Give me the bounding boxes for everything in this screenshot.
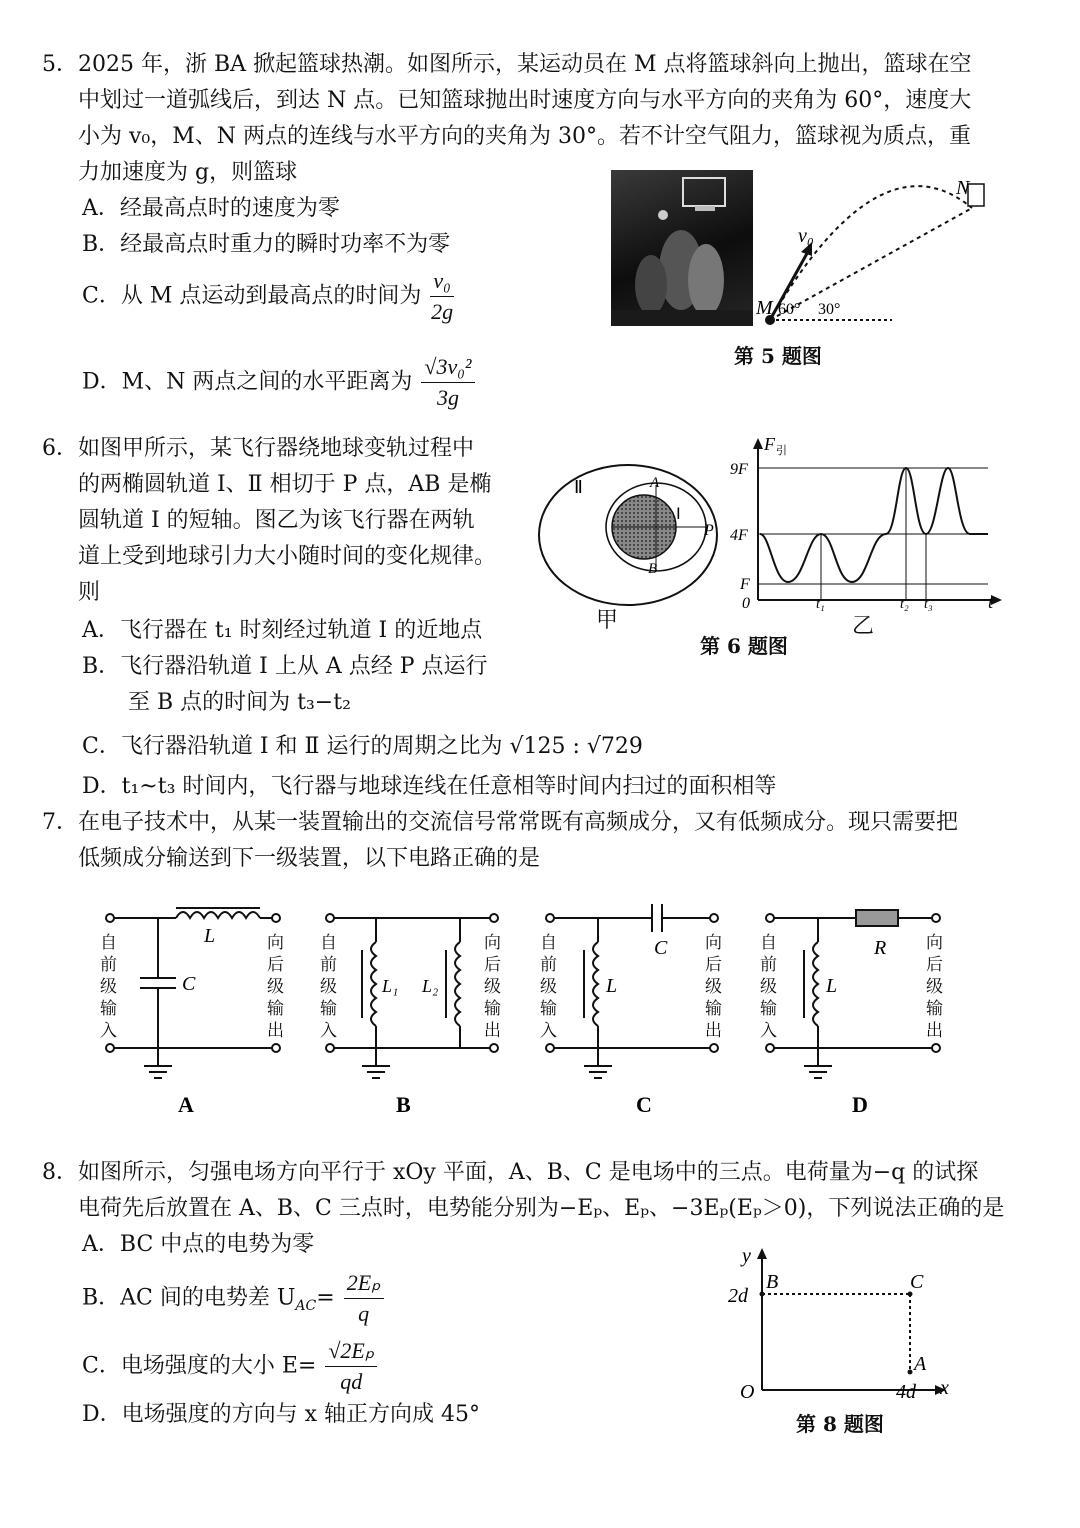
q5-angle-60: 60°: [778, 301, 801, 318]
q5-trajectory-arc: [770, 186, 972, 320]
circuit-c-letter: C: [636, 1092, 652, 1117]
q6-force-time-graph: [726, 434, 1006, 612]
q6-label-ii: Ⅱ: [574, 477, 583, 497]
circuit-b: [326, 914, 498, 1078]
q5-line-1: 5．2025 年，浙 BA 掀起篮球热潮。如图所示，某运动员在 M 点将篮球斜向上抛出，篮球在空: [42, 52, 972, 77]
q5-line-3: 小为 v₀，M、N 两点的连线与水平方向的夹角为 30°。若不计空气阻力，篮球视为质点，重: [78, 124, 972, 149]
circuit-d-label-l: L: [826, 975, 838, 997]
q8-label-b: B: [766, 1271, 779, 1293]
q6-option-b-1: B．飞行器沿轨道 Ⅰ 上从 A 点经 P 点运行: [82, 654, 488, 679]
q6-figure-caption: 第 6 题图: [700, 634, 788, 658]
circuit-b-input-label: 自前级输入: [320, 933, 337, 1041]
q6-orbit-diagram: [536, 455, 726, 620]
q6-origin: 0: [742, 595, 750, 612]
circuit-c-input-label: 自前级输入: [540, 933, 557, 1041]
circuit-d-output-label: 向后级输出: [926, 933, 943, 1041]
q5-option-a: A．经最高点时的速度为零: [82, 196, 340, 221]
q8-c-numerator: √2Eₚ: [325, 1336, 377, 1367]
q5-c-denominator: 2g: [431, 299, 454, 324]
q8-point-b: [760, 1292, 765, 1297]
q6-label-a: A: [650, 475, 660, 491]
q6-line-5: 则: [78, 580, 101, 605]
q5-option-c-fraction: [430, 266, 453, 327]
q8-label-2d: 2d: [728, 1285, 748, 1307]
q8-y-arrow: [757, 1248, 767, 1259]
q8-label-x: x: [940, 1377, 949, 1399]
q6-option-d: D．t₁~t₃ 时间内，飞行器与地球连线在任意相等时间内扫过的面积相等: [82, 774, 777, 799]
q6-tick-t3: t₃: [924, 597, 933, 612]
q8-coordinate-figure: [724, 1240, 964, 1410]
q5-option-d: [82, 352, 477, 413]
circuit-c-label-c: C: [654, 937, 668, 959]
q6-tick-9f: 9F: [730, 461, 748, 478]
circuit-d-resistor: [856, 910, 898, 926]
q6-line-4: 道上受到地球引力大小随时间的变化规律。: [78, 544, 497, 569]
q8-label-c: C: [910, 1271, 924, 1293]
q6-tick-t1: t₁: [816, 597, 825, 612]
q8-option-b-fraction: [344, 1268, 384, 1329]
q6-label-i: Ⅰ: [676, 506, 681, 523]
q8-b-numerator: 2Eₚ: [344, 1268, 384, 1299]
q8-option-b-equals: =: [316, 1285, 335, 1311]
q5-c-numerator: v₀: [430, 266, 453, 297]
circuit-c-label-l: L: [606, 975, 618, 997]
circuit-a-input-label: 自前级输入: [100, 933, 117, 1041]
q8-option-c-fraction: [325, 1336, 377, 1397]
circuit-c-output-label: 向后级输出: [705, 933, 722, 1041]
q8-c-denominator: qd: [340, 1369, 363, 1394]
q7-line-1: 7．在电子技术中，从某一装置输出的交流信号常常既有高频成分，又有低频成分。现只需要把: [42, 810, 959, 835]
q6-f-sub: 引: [776, 445, 787, 457]
q5-basketball-photo: [611, 170, 753, 326]
circuit-a-inductor: [176, 912, 260, 918]
q5-option-c: [82, 266, 456, 327]
q8-option-d: D．电场强度的方向与 x 轴正方向成 45°: [82, 1402, 481, 1427]
q6-option-b-2: 至 B 点的时间为 t₃−t₂: [128, 690, 351, 715]
circuit-b-output-label: 向后级输出: [484, 933, 501, 1041]
q5-label-n: N: [956, 177, 970, 199]
q5-hoop: [968, 184, 984, 206]
q8-label-a: A: [914, 1353, 927, 1375]
q6-tick-f: F: [740, 576, 750, 593]
q6-line-3: 圆轨道 Ⅰ 的短轴。图乙为该飞行器在两轨: [78, 508, 475, 533]
q5-trajectory-diagram: [756, 172, 1000, 332]
circuit-b-label-l2: L₂: [422, 976, 439, 996]
q6-option-c: C．飞行器沿轨道 Ⅰ 和 Ⅱ 运行的周期之比为 √125 : √729: [82, 734, 643, 759]
q5-line-4: 力加速度为 g，则篮球: [78, 160, 298, 185]
q5-angle-30: 30°: [818, 301, 841, 318]
q8-option-b-subscript: AC: [295, 1297, 317, 1314]
q6-line-1: 6．如图甲所示，某飞行器绕地球变轨过程中: [42, 436, 474, 461]
q8-option-c-text: C．电场强度的大小 E=: [82, 1353, 317, 1379]
q8-label-y: y: [742, 1245, 751, 1267]
q5-line-2: 中划过一道弧线后，到达 N 点。已知篮球抛出时速度方向与水平方向的夹角为 60°，速度大: [78, 88, 972, 113]
circuit-a-label-l: L: [204, 925, 216, 947]
circuit-a-letter: A: [178, 1092, 194, 1117]
q6-force-curve: [760, 468, 988, 582]
q8-option-a: A．BC 中点的电势为零: [82, 1232, 315, 1257]
q5-option-c-text: C．从 M 点运动到最高点的时间为: [82, 283, 422, 309]
q6-option-a: A．飞行器在 t₁ 时刻经过轨道 Ⅰ 的近地点: [82, 618, 483, 643]
q5-figure-caption: 第 5 题图: [734, 344, 822, 368]
q5-option-d-text: D．M、N 两点之间的水平距离为: [82, 369, 413, 395]
q5-photo-silhouettes: [611, 170, 753, 326]
circuit-b-letter: B: [396, 1092, 411, 1117]
q8-figure-caption: 第 8 题图: [796, 1412, 884, 1436]
q8-option-b-text: B．AC 间的电势差 U: [82, 1285, 296, 1311]
q5-option-b: B．经最高点时重力的瞬时功率不为零: [82, 232, 451, 257]
q6-t-axis: t: [988, 592, 994, 612]
circuit-a-label-c: C: [182, 973, 196, 995]
q7-line-2: 低频成分输送到下一级装置，以下电路正确的是: [78, 846, 541, 871]
q8-label-4d: 4d: [896, 1381, 916, 1403]
q5-d-denominator: 3g: [436, 385, 459, 410]
q6-label-jia: 甲: [596, 608, 619, 633]
q6-f-label: F: [764, 434, 775, 454]
circuit-d-letter: D: [852, 1092, 868, 1117]
q8-option-c: [82, 1336, 379, 1397]
q8-label-o: O: [740, 1381, 755, 1403]
q8-line-1: 8．如图所示，匀强电场方向平行于 xOy 平面，A、B、C 是电场中的三点。电荷量为−q 的试探: [42, 1160, 979, 1185]
q6-tick-4f: 4F: [730, 527, 748, 544]
q5-label-m: M: [756, 297, 773, 319]
q8-point-a: [908, 1370, 913, 1375]
q6-label-b: B: [648, 561, 658, 577]
q6-tick-t2: t₂: [900, 597, 909, 612]
circuit-b-label-l1: L₁: [382, 976, 399, 996]
q5-label-v0: v₀: [798, 225, 814, 247]
q5-option-d-fraction: [421, 352, 474, 413]
q6-label-p: P: [704, 522, 714, 539]
circuit-d-label-r: R: [874, 937, 887, 959]
q8-line-2: 电荷先后放置在 A、B、C 三点时，电势能分别为−Eₚ、Eₚ、−3Eₚ(Eₚ＞0)，下列说法正确的是: [78, 1196, 1005, 1221]
circuit-c: [546, 904, 718, 1078]
q6-y-arrow: [753, 438, 763, 449]
circuit-a-output-label: 向后级输出: [267, 933, 284, 1041]
q6-label-yi: 乙: [852, 614, 875, 639]
q5-d-numerator: √3v₀²: [421, 352, 474, 383]
q8-b-denominator: q: [358, 1301, 370, 1326]
q6-line-2: 的两椭圆轨道 Ⅰ、Ⅱ 相切于 P 点，AB 是椭: [78, 472, 492, 497]
circuit-d-input-label: 自前级输入: [760, 933, 777, 1041]
circuit-d: [766, 910, 940, 1078]
q8-option-b: [82, 1268, 386, 1329]
